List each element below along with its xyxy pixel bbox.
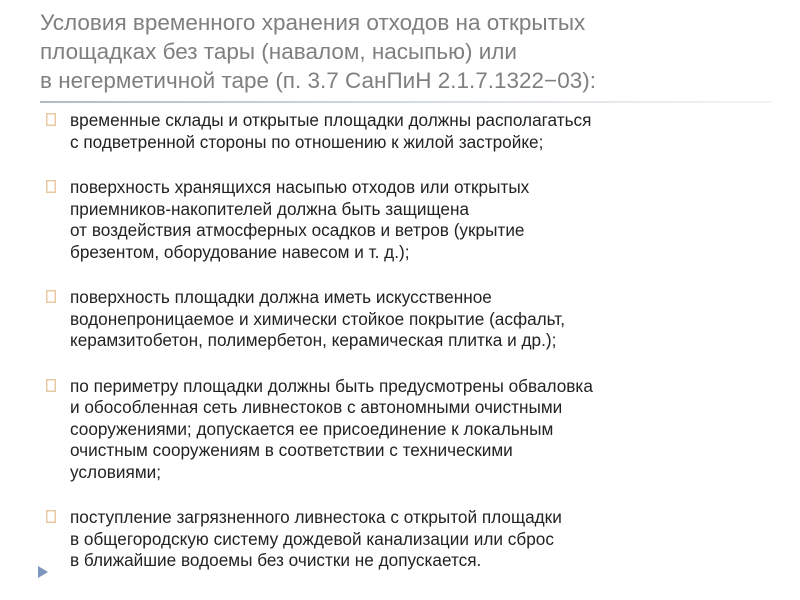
bullet-marker-icon bbox=[46, 180, 56, 193]
bullet-text-line: очистным сооружениям в соответствии с техническими bbox=[70, 440, 513, 460]
bullet-item bbox=[46, 177, 786, 263]
bullet-marker-icon bbox=[46, 290, 56, 303]
bullet-text-line: с подветренной стороны по отношению к жилой застройке; bbox=[70, 131, 544, 152]
bullet-item bbox=[46, 376, 786, 484]
bullet-text-line: поверхность площадки должна иметь искусственное bbox=[70, 287, 492, 307]
bullet-text-line: и обособленная сеть ливнестоков с автономными очистными bbox=[70, 397, 563, 417]
bullet-item bbox=[46, 110, 786, 153]
triangle-arrow-icon bbox=[37, 565, 49, 579]
bullet-item bbox=[46, 287, 786, 352]
bullet-text-line: в ближайшие водоемы без очистки не допускается. bbox=[70, 550, 482, 570]
title-divider bbox=[40, 101, 772, 103]
bullet-item bbox=[46, 507, 786, 572]
bullet-text-line: по периметру площадки должны быть предусмотрены обваловка bbox=[70, 375, 593, 396]
bullet-text-line: сооружениями; допускается ее присоединение к локальным bbox=[70, 418, 554, 439]
bullet-text-line: водонепроницаемое и химически стойкое покрытие (асфальт, bbox=[70, 308, 566, 329]
bullet-text-line: условиями; bbox=[70, 461, 162, 482]
bullet-text-line: поступление загрязненного ливнестока с открытой площадки bbox=[70, 507, 562, 527]
title-line: Условия временного хранения отходов на открытых bbox=[40, 10, 586, 35]
bullet-text-line: приемников-накопителей должна быть защищена bbox=[70, 198, 470, 219]
title-line: в негерметичной таре (п. 3.7 СанПиН 2.1.7.1322−03): bbox=[40, 68, 596, 93]
bullet-text-line: в общегородскую систему дождевой канализации или сброс bbox=[70, 528, 554, 549]
bullet-list bbox=[46, 110, 786, 572]
title-line: площадках без тары (навалом, насыпью) или bbox=[40, 39, 517, 64]
bullet-text-line: брезентом, оборудование навесом и т. д.); bbox=[70, 241, 410, 262]
bullet-marker-icon bbox=[46, 510, 56, 523]
slide-title bbox=[40, 8, 780, 95]
bullet-text-line: от воздействия атмосферных осадков и ветров (укрытие bbox=[70, 220, 525, 240]
bullet-text-line: временные склады и открытые площадки должны располагаться bbox=[70, 110, 592, 130]
bullet-text-line: поверхность хранящихся насыпью отходов или открытых bbox=[70, 177, 530, 197]
bullet-text-line: керамзитобетон, полимербетон, керамическая плитка и др.); bbox=[70, 330, 557, 350]
bullet-marker-icon bbox=[46, 379, 56, 392]
bullet-marker-icon bbox=[46, 113, 56, 126]
